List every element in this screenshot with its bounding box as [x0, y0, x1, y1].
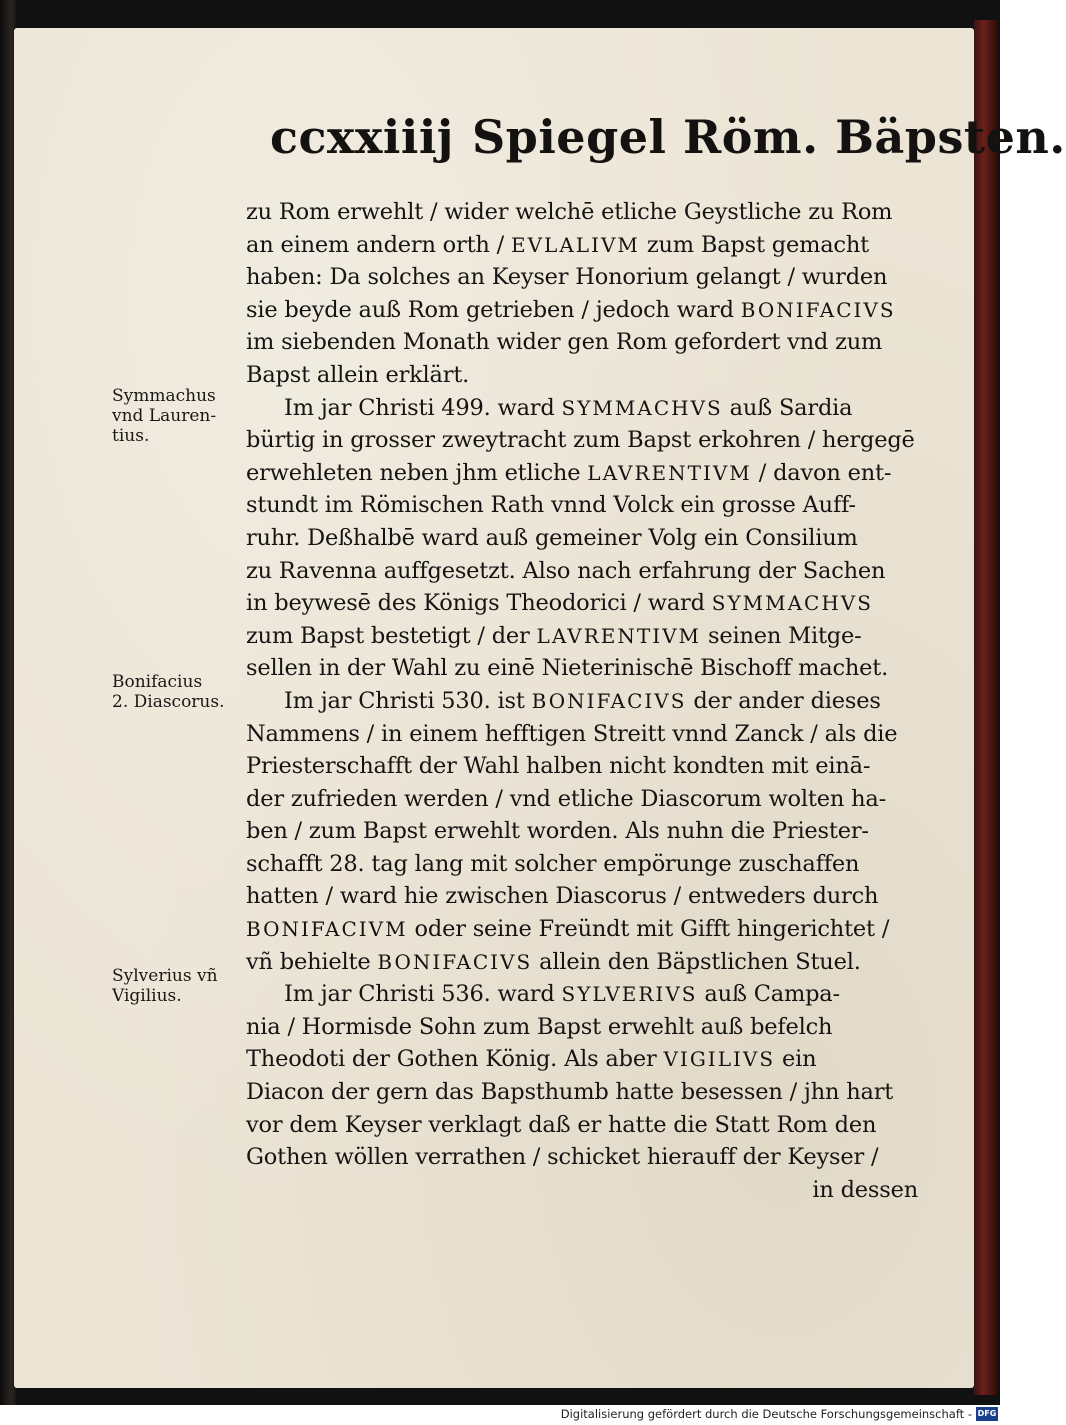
- text-line: [246, 424, 918, 457]
- text-run: hatten / ward hie zwischen Diascorus / entweders durch: [246, 883, 879, 910]
- text-run: allein den Bäpstlichen Stuel.: [532, 948, 861, 975]
- text-run: Bapst allein erklärt.: [246, 361, 470, 388]
- text-run: in beywesē des Königs Theodorici / ward: [246, 590, 712, 617]
- text-line: [246, 978, 918, 1011]
- text-line: [246, 1076, 918, 1109]
- small-caps-name: SYMMACHVS: [561, 395, 723, 420]
- text-run: zu Rom erwehlt / wider welchē etliche Geystliche zu Rom: [246, 199, 893, 225]
- text-line: [246, 1141, 918, 1174]
- text-run: oder seine Freündt mit Gifft hingerichtet /: [407, 916, 890, 943]
- text-run: Im jar Christi 536. ward: [284, 981, 562, 1008]
- text-run: sie beyde auß Rom getrieben / jedoch ward: [246, 296, 741, 323]
- text-run: Nammens / in einem hefftigen Streitt vnnd Zanck / als die: [246, 720, 898, 747]
- text-line: [246, 326, 918, 359]
- text-line: [246, 1011, 918, 1044]
- text-run: bürtig in grosser zweytracht zum Bapst erkohren / hergegē: [246, 427, 915, 454]
- text-run: zu Ravenna auffgesetzt. Also nach erfahrung der Sachen: [246, 557, 886, 584]
- text-run: in dessen: [812, 1176, 918, 1203]
- text-line: [246, 457, 918, 490]
- small-caps-name: BONIFACIVS: [740, 297, 896, 322]
- small-caps-name: EVLALIVM: [511, 232, 640, 257]
- text-run: schafft 28. tag lang mit solcher empörunge zuschaffen: [246, 850, 860, 877]
- text-line: [246, 946, 918, 979]
- folio-number: ccxxiiij: [270, 110, 454, 164]
- text-line: [246, 750, 918, 783]
- margin-gloss-bonifacius: [112, 672, 242, 712]
- gloss-line: tius.: [112, 426, 150, 446]
- text-line: [246, 489, 918, 522]
- text-line: [246, 294, 918, 327]
- text-line: [246, 1043, 918, 1076]
- text-run: haben: Da solches an Keyser Honorium gelangt / wurden: [246, 264, 888, 291]
- gloss-line: vnd Lauren-: [112, 406, 217, 426]
- text-line: [246, 815, 918, 848]
- text-line: [246, 392, 918, 425]
- text-run: / davon ent-: [751, 459, 892, 486]
- small-caps-name: BONIFACIVS: [531, 688, 687, 713]
- text-run: an einem andern orth /: [246, 231, 512, 258]
- text-run: im siebenden Monath wider gen Rom gefordert vnd zum: [246, 329, 883, 356]
- dfg-logo: DFG: [976, 1407, 998, 1421]
- text-run: vor dem Keyser verklagt daß er hatte die Statt Rom den: [246, 1111, 877, 1138]
- small-caps-name: BONIFACIVS: [377, 949, 533, 974]
- text-line: [246, 652, 918, 685]
- text-line: [246, 913, 918, 946]
- small-caps-name: SYMMACHVS: [711, 591, 873, 616]
- text-line: [246, 783, 918, 816]
- gloss-line: 2. Diascorus.: [112, 692, 225, 712]
- text-run: Theodoti der Gothen König. Als aber: [246, 1046, 664, 1073]
- margin-gloss-sylverius: [112, 966, 242, 1006]
- text-run: zum Bapst bestetigt / der: [246, 622, 537, 649]
- text-line: [246, 196, 918, 229]
- text-run: Priesterschafft der Wahl halben nicht kondten mit einā-: [246, 753, 871, 780]
- margin-gloss-symmachus: [112, 386, 242, 446]
- gloss-line: Bonifacius: [112, 672, 203, 692]
- text-line: [246, 261, 918, 294]
- text-line: [246, 359, 918, 392]
- small-caps-name: SYLVERIVS: [561, 982, 698, 1007]
- text-run: zum Bapst gemacht: [639, 231, 869, 258]
- text-line: [246, 1109, 918, 1142]
- text-run: seinen Mitge-: [701, 622, 862, 649]
- text-run: der ander dieses: [686, 687, 881, 714]
- text-run: ein: [775, 1046, 817, 1073]
- gloss-line: Symmachus: [112, 386, 216, 406]
- text-run: ruhr. Deßhalbē ward auß gemeiner Volg ein Consilium: [246, 524, 858, 551]
- gloss-line: Vigilius.: [112, 986, 182, 1006]
- book-edge: [974, 20, 998, 1395]
- funding-credit: Digitalisierung gefördert durch die Deutsche Forschungsgemeinschaft -: [560, 1407, 972, 1421]
- text-line: [246, 848, 918, 881]
- text-line: [246, 685, 918, 718]
- text-run: Im jar Christi 499. ward: [284, 394, 562, 421]
- catchword: [246, 1174, 918, 1207]
- text-run: Im jar Christi 530. ist: [284, 687, 532, 714]
- small-caps-name: LAVRENTIVM: [536, 623, 702, 648]
- text-run: nia / Hormisde Sohn zum Bapst erwehlt auß befelch: [246, 1013, 833, 1040]
- small-caps-name: BONIFACIVM: [246, 917, 408, 942]
- text-line: [246, 229, 918, 262]
- text-run: ben / zum Bapst erwehlt worden. Als nuhn die Priester-: [246, 818, 869, 845]
- text-run: auß Sardia: [722, 394, 853, 421]
- text-run: Gothen wöllen verrathen / schicket hierauff der Keyser /: [246, 1144, 879, 1171]
- footer-bar: [0, 1405, 1000, 1425]
- page-header: [270, 110, 1066, 190]
- small-caps-name: VIGILIVS: [663, 1047, 776, 1072]
- gloss-line: Sylverius vñ: [112, 966, 218, 986]
- text-run: stundt im Römischen Rath vnnd Volck ein grosse Auff-: [246, 492, 856, 519]
- text-line: [246, 522, 918, 555]
- text-run: auß Campa-: [697, 981, 840, 1008]
- text-run: der zufrieden werden / vnd etliche Diascorum wolten ha-: [246, 785, 887, 812]
- text-run: erwehleten neben jhm etliche: [246, 459, 588, 486]
- text-line: [246, 718, 918, 751]
- text-line: [246, 555, 918, 588]
- running-title: Spiegel Röm. Bäpsten.: [471, 110, 1066, 164]
- body-text: [246, 196, 918, 1206]
- small-caps-name: LAVRENTIVM: [587, 460, 752, 485]
- text-line: [246, 620, 918, 653]
- text-run: vñ behielte: [246, 948, 378, 975]
- text-run: sellen in der Wahl zu einē Nieterinischē Bischoff machet.: [246, 655, 889, 682]
- text-line: [246, 880, 918, 913]
- text-run: Diacon der gern das Bapsthumb hatte besessen / jhn hart: [246, 1079, 894, 1106]
- text-line: [246, 587, 918, 620]
